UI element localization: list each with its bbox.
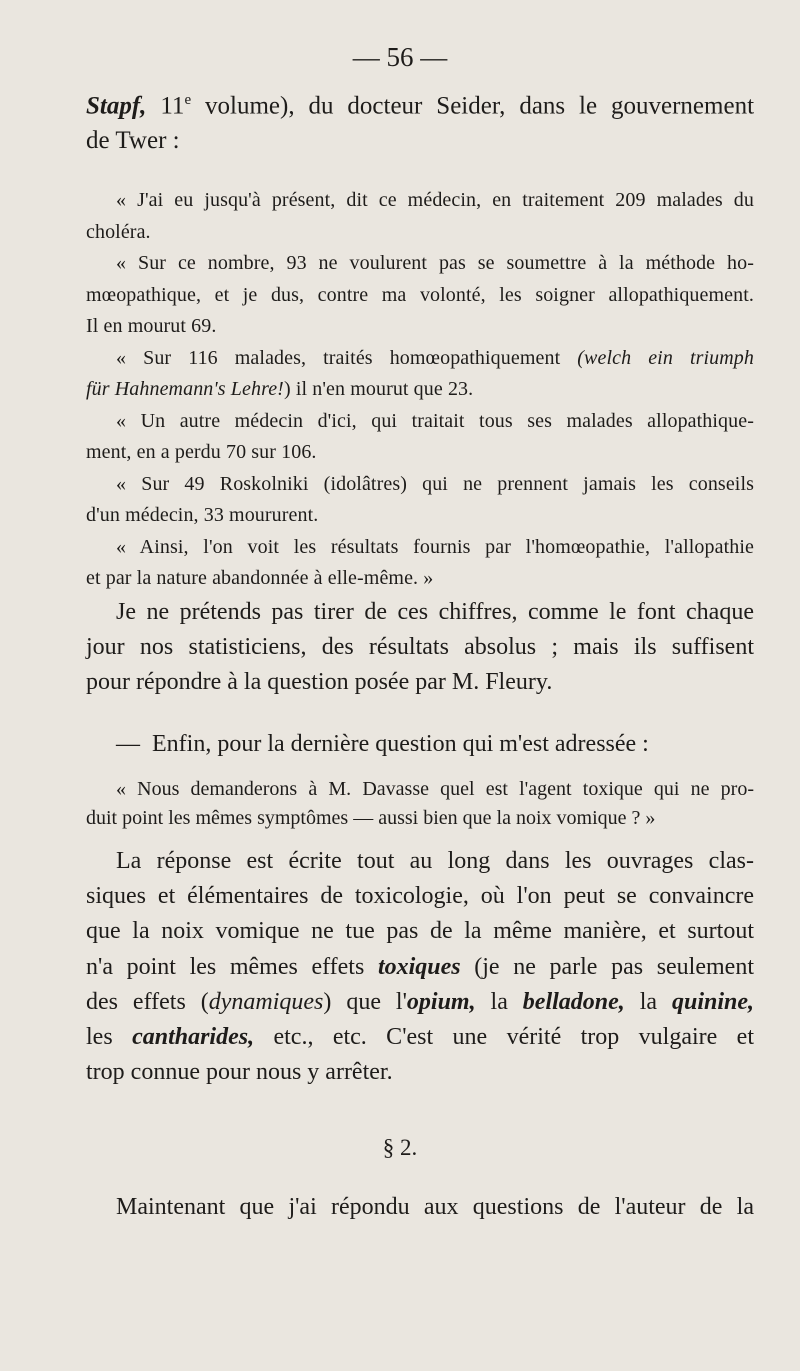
quote-line-10: « Sur 49 Roskolniki (idolâtres) qui ne prennent jamais les conseils <box>116 472 754 495</box>
cantharides-italic: cantharides, <box>132 1024 255 1051</box>
para-c-line-5-c: l' <box>395 988 407 1015</box>
quote-line-7-text: ) il n'en mourut que 23. <box>283 378 474 400</box>
para-c-line-1: La réponse est écrite tout au long dans les ouvrages clas- <box>116 848 754 874</box>
quinine-italic: quinine, <box>672 988 755 1015</box>
para-c-line-5-e: la <box>639 988 658 1015</box>
quote-line-6 <box>86 343 754 375</box>
para-c-line-4 <box>86 950 754 985</box>
para-b-text: Enfin, pour la dernière question qui m'est adressée : <box>152 731 649 757</box>
para-c-line-6 <box>86 1020 754 1055</box>
section-heading: § 2. <box>382 1135 418 1160</box>
para-c-line-6-a: les <box>86 1024 113 1051</box>
para-c-line-2: siques et élémentaires de toxicologie, où l'on peut se convaincre <box>86 883 754 910</box>
answer-paragraph <box>86 844 754 1090</box>
intro-paragraph <box>86 83 754 158</box>
para-c-line-5-b: ) que <box>323 988 381 1015</box>
cholera-quote <box>86 185 754 595</box>
intro-line-1 <box>86 83 754 123</box>
para-d-line-1: Maintenant que j'ai répondu aux questions de l'auteur de la <box>116 1194 754 1220</box>
intro-line-1-text: volume), du docteur Seider, dans le gouvernement <box>205 92 755 120</box>
quote-line-7-italic: für Hahnemann's Lehre! <box>86 378 284 400</box>
quote-line-11: d'un médecin, 33 moururent. <box>86 504 319 526</box>
statistics-paragraph <box>86 595 754 700</box>
volume-number: 11 <box>160 92 185 120</box>
opium-italic: opium, <box>406 988 476 1015</box>
belladone-italic: belladone, <box>522 988 625 1015</box>
volume-superscript: e <box>184 92 192 108</box>
para-c-line-6-b: etc., etc. C'est une vérité trop vulgaire et <box>273 1024 755 1051</box>
quote-line-13: et par la nature abandonnée à elle-même. » <box>86 567 434 589</box>
em-dash: — <box>116 731 140 757</box>
quote-line-6-italic: (welch ein triumph <box>577 346 754 369</box>
para-b-line-1 <box>86 727 754 762</box>
closing-paragraph <box>86 1190 754 1225</box>
para-a-line-1: Je ne prétends pas tirer de ces chiffres, comme le font chaque <box>116 599 754 625</box>
para-c-line-5: des effets (dynamiques) que l'opium, la belladone, la quinine, <box>86 988 755 1015</box>
davasse-quote <box>86 775 754 832</box>
last-question-paragraph <box>86 727 754 762</box>
quote-line-12: « Ainsi, l'on voit les résultats fournis par l'homœopathie, l'allopathie <box>116 535 754 558</box>
author-name: Stapf, <box>86 92 147 120</box>
quote-line-4: mœopathique, et je dus, contre ma volonté, les soigner allopathiquement. <box>86 283 754 306</box>
para-c-line-4-b: (je ne parle pas seulement <box>474 953 754 980</box>
para-c-line-5-d: la <box>490 988 508 1015</box>
intro-line-2: de Twer : <box>86 127 180 155</box>
page-number: — 56 — <box>352 42 448 72</box>
quote-line-5: Il en mourut 69. <box>86 315 217 337</box>
dynamiques-italic: dynamiques <box>208 988 324 1015</box>
para-c-line-4-a: n'a point les mêmes effets <box>86 953 365 980</box>
quote-line-1: « J'ai eu jusqu'à présent, dit ce médecin, en traitement 209 malades du <box>116 189 754 211</box>
para-c-line-7: trop connue pour nous y arrêter. <box>86 1059 393 1086</box>
para-a-line-3: pour répondre à la question posée par M. Fleury. <box>86 669 553 695</box>
quote-line-7 <box>86 374 754 406</box>
quote-line-9: ment, en a perdu 70 sur 106. <box>86 441 317 463</box>
para-c-line-5-a: des effets <box>86 988 186 1015</box>
quote-line-6-text: « Sur 116 malades, traités homœopathiquement <box>116 346 561 369</box>
para-a-line-2: jour nos statisticiens, des résultats absolus ; mais ils suffisent <box>86 634 754 660</box>
para-c-line-3: que la noix vomique ne tue pas de la même manière, et surtout <box>86 918 754 945</box>
quote2-line-1: « Nous demanderons à M. Davasse quel est l'agent toxique qui ne pro- <box>116 778 754 800</box>
quote2-line-2: duit point les mêmes symptômes — aussi bien que la noix vomique ? » <box>86 806 656 829</box>
quote-line-8: « Un autre médecin d'ici, qui traitait tous ses malades allopathique- <box>116 409 754 432</box>
toxiques-italic: toxiques <box>377 953 461 980</box>
quote-line-3: « Sur ce nombre, 93 ne voulurent pas se soumettre à la méthode ho- <box>116 252 754 274</box>
quote-line-2: choléra. <box>86 220 151 243</box>
